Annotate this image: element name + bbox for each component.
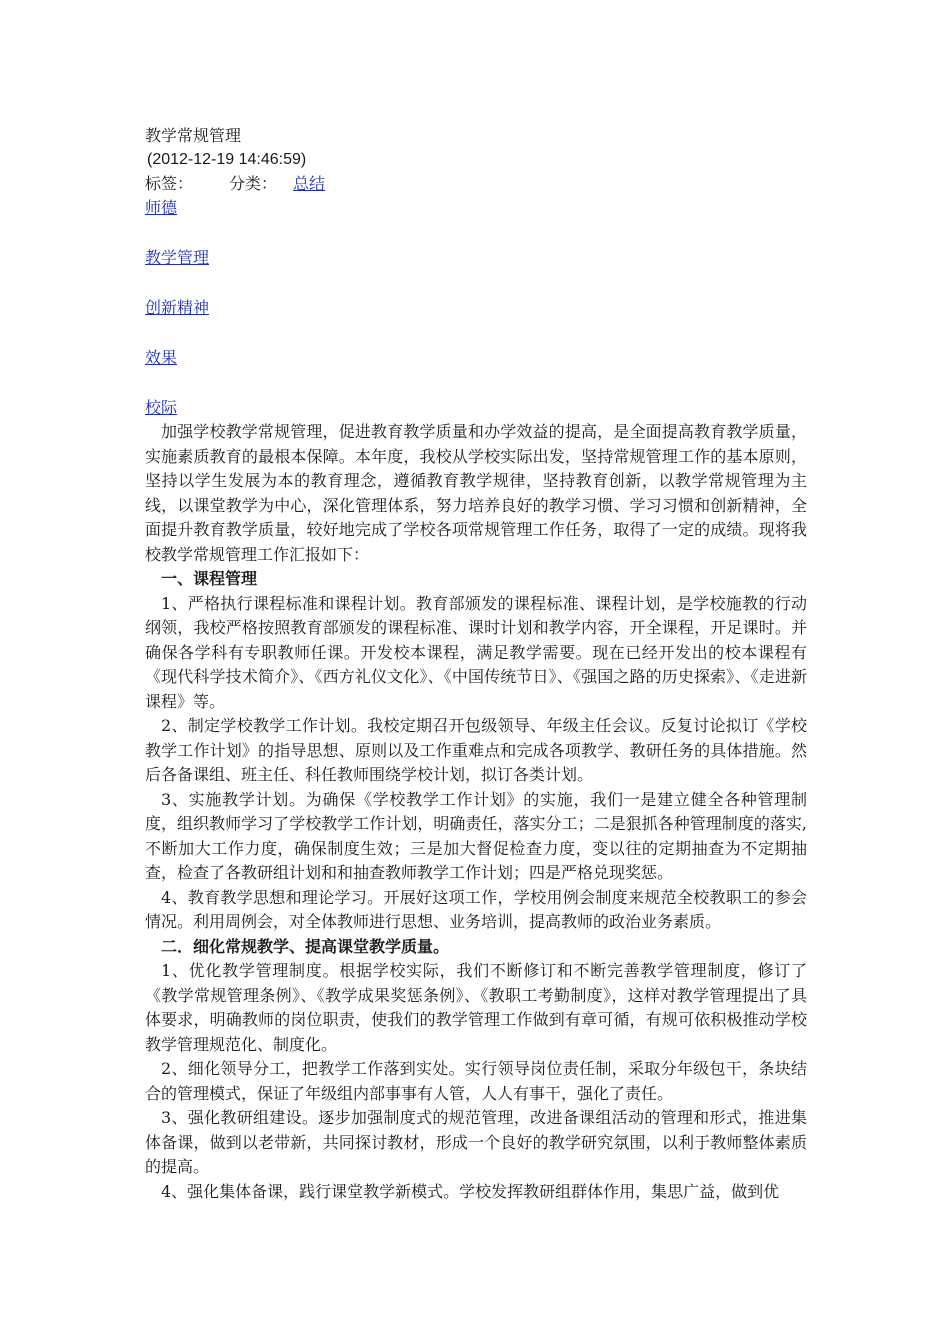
category-link[interactable]: 总结 [293,174,326,193]
article-meta [145,172,807,196]
body-paragraph: 加强学校教学常规管理，促进教育教学质量和办学效益的提高，是全面提高教育教学质量，实施素质教育的最根本保障。本年度，我校从学校实际出发，坚持常规管理工作的基本原则，坚持以学生发展为本的教育理念，遵循教育教学规律，坚持教育创新，以教学常规管理为主线，以课堂教学为中心，深化管理体系，努力培养良好的教学习惯、学习习惯和创新精神，全面提升教育教学质量，较好地完成了学校各项常规管理工作任务，取得了一定的成绩。现将我校教学常规管理工作汇报如下： [145,422,807,564]
tag-link-xiaoji[interactable]: 校际 [145,398,178,417]
article-body [145,420,807,1204]
article-title: 教学常规管理 [145,126,242,145]
article-date: (2012-12-19 14:46:59) [147,151,307,168]
body-paragraph: 3、实施教学计划。为确保《学校教学工作计划》的实施，我们一是建立健全各种管理制度，组织教师学习了学校教学工作计划，明确责任，落实分工；二是狠抓各种管理制度的落实,不断加大工作力度，确保制度生效；三是加大督促检查力度，变以往的定期抽查为不定期抽查，检查了各教研组计划和和抽查教师教学工作计划；四是严格兑现奖惩。 [145,789,807,882]
tag-link-chuangxin-jingshen[interactable]: 创新精神 [145,298,210,317]
tag-link-xiaoguo[interactable]: 效果 [145,348,178,367]
tag-link-shide[interactable]: 师德 [145,198,178,217]
body-paragraph: 1、优化教学管理制度。根据学校实际，我们不断修订和不断完善教学管理制度，修订了《教学常规管理条例》、《教学成果奖惩条例》、《教职工考勤制度》，这样对教学管理提出了具体要求，明确教师的岗位职责，使我们的教学管理工作做到有章可循，有规可依积极推动学校教学管理规范化、制度化。 [145,961,807,1054]
body-paragraph: 4、强化集体备课，践行课堂教学新模式。学校发挥教研组群体作用，集思广益，做到优 [161,1181,780,1201]
body-paragraph: 2、细化领导分工，把教学工作落到实处。实行领导岗位责任制，采取分年级包干，条块结合的管理模式，保证了年级组内部事事有人管，人人有事干，强化了责任。 [145,1059,807,1103]
tags-label: 标签： [145,174,194,193]
tag-list [145,196,807,420]
section-heading: 二．细化常规教学、提高课堂教学质量。 [161,936,450,956]
body-paragraph: 3、强化教研组建设。逐步加强制度式的规范管理，改进备课组活动的管理和形式，推进集体备课，做到以老带新，共同探讨教材，形成一个良好的教学研究氛围，以利于教师整体素质的提高。 [145,1108,807,1176]
tag-link-jiaoxue-guanli[interactable]: 教学管理 [145,248,210,267]
section-heading: 一、课程管理 [161,569,258,588]
body-paragraph: 4、教育教学思想和理论学习。开展好这项工作，学校用例会制度来规范全校教职工的参会情况。利用周例会，对全体教师进行思想、业务培训，提高教师的政治业务素质。 [145,887,807,931]
category-label: 分类： [229,174,278,193]
body-paragraph: 1、严格执行课程标准和课程计划。教育部颁发的课程标准、课程计划，是学校施教的行动纲领，我校严格按照教育部颁发的课程标准、课时计划和教学内容，开全课程，开足课时。并确保各学科有专职教师任课。开发校本课程，满足教学需要。现在已经开发出的校本课程有《现代科学技术简介》、《西方礼仪文化》、《中国传统节日》、《强国之路的历史探索》、《走进新课程》等。 [145,593,807,711]
document-page [145,124,807,1204]
body-paragraph: 2、制定学校教学工作计划。我校定期召开包级领导、年级主任会议。反复讨论拟订《学校教学工作计划》的指导思想、原则以及工作重难点和完成各项教学、教研任务的具体措施。然后各备课组、班主任、科任教师围绕学校计划，拟订各类计划。 [145,716,807,784]
